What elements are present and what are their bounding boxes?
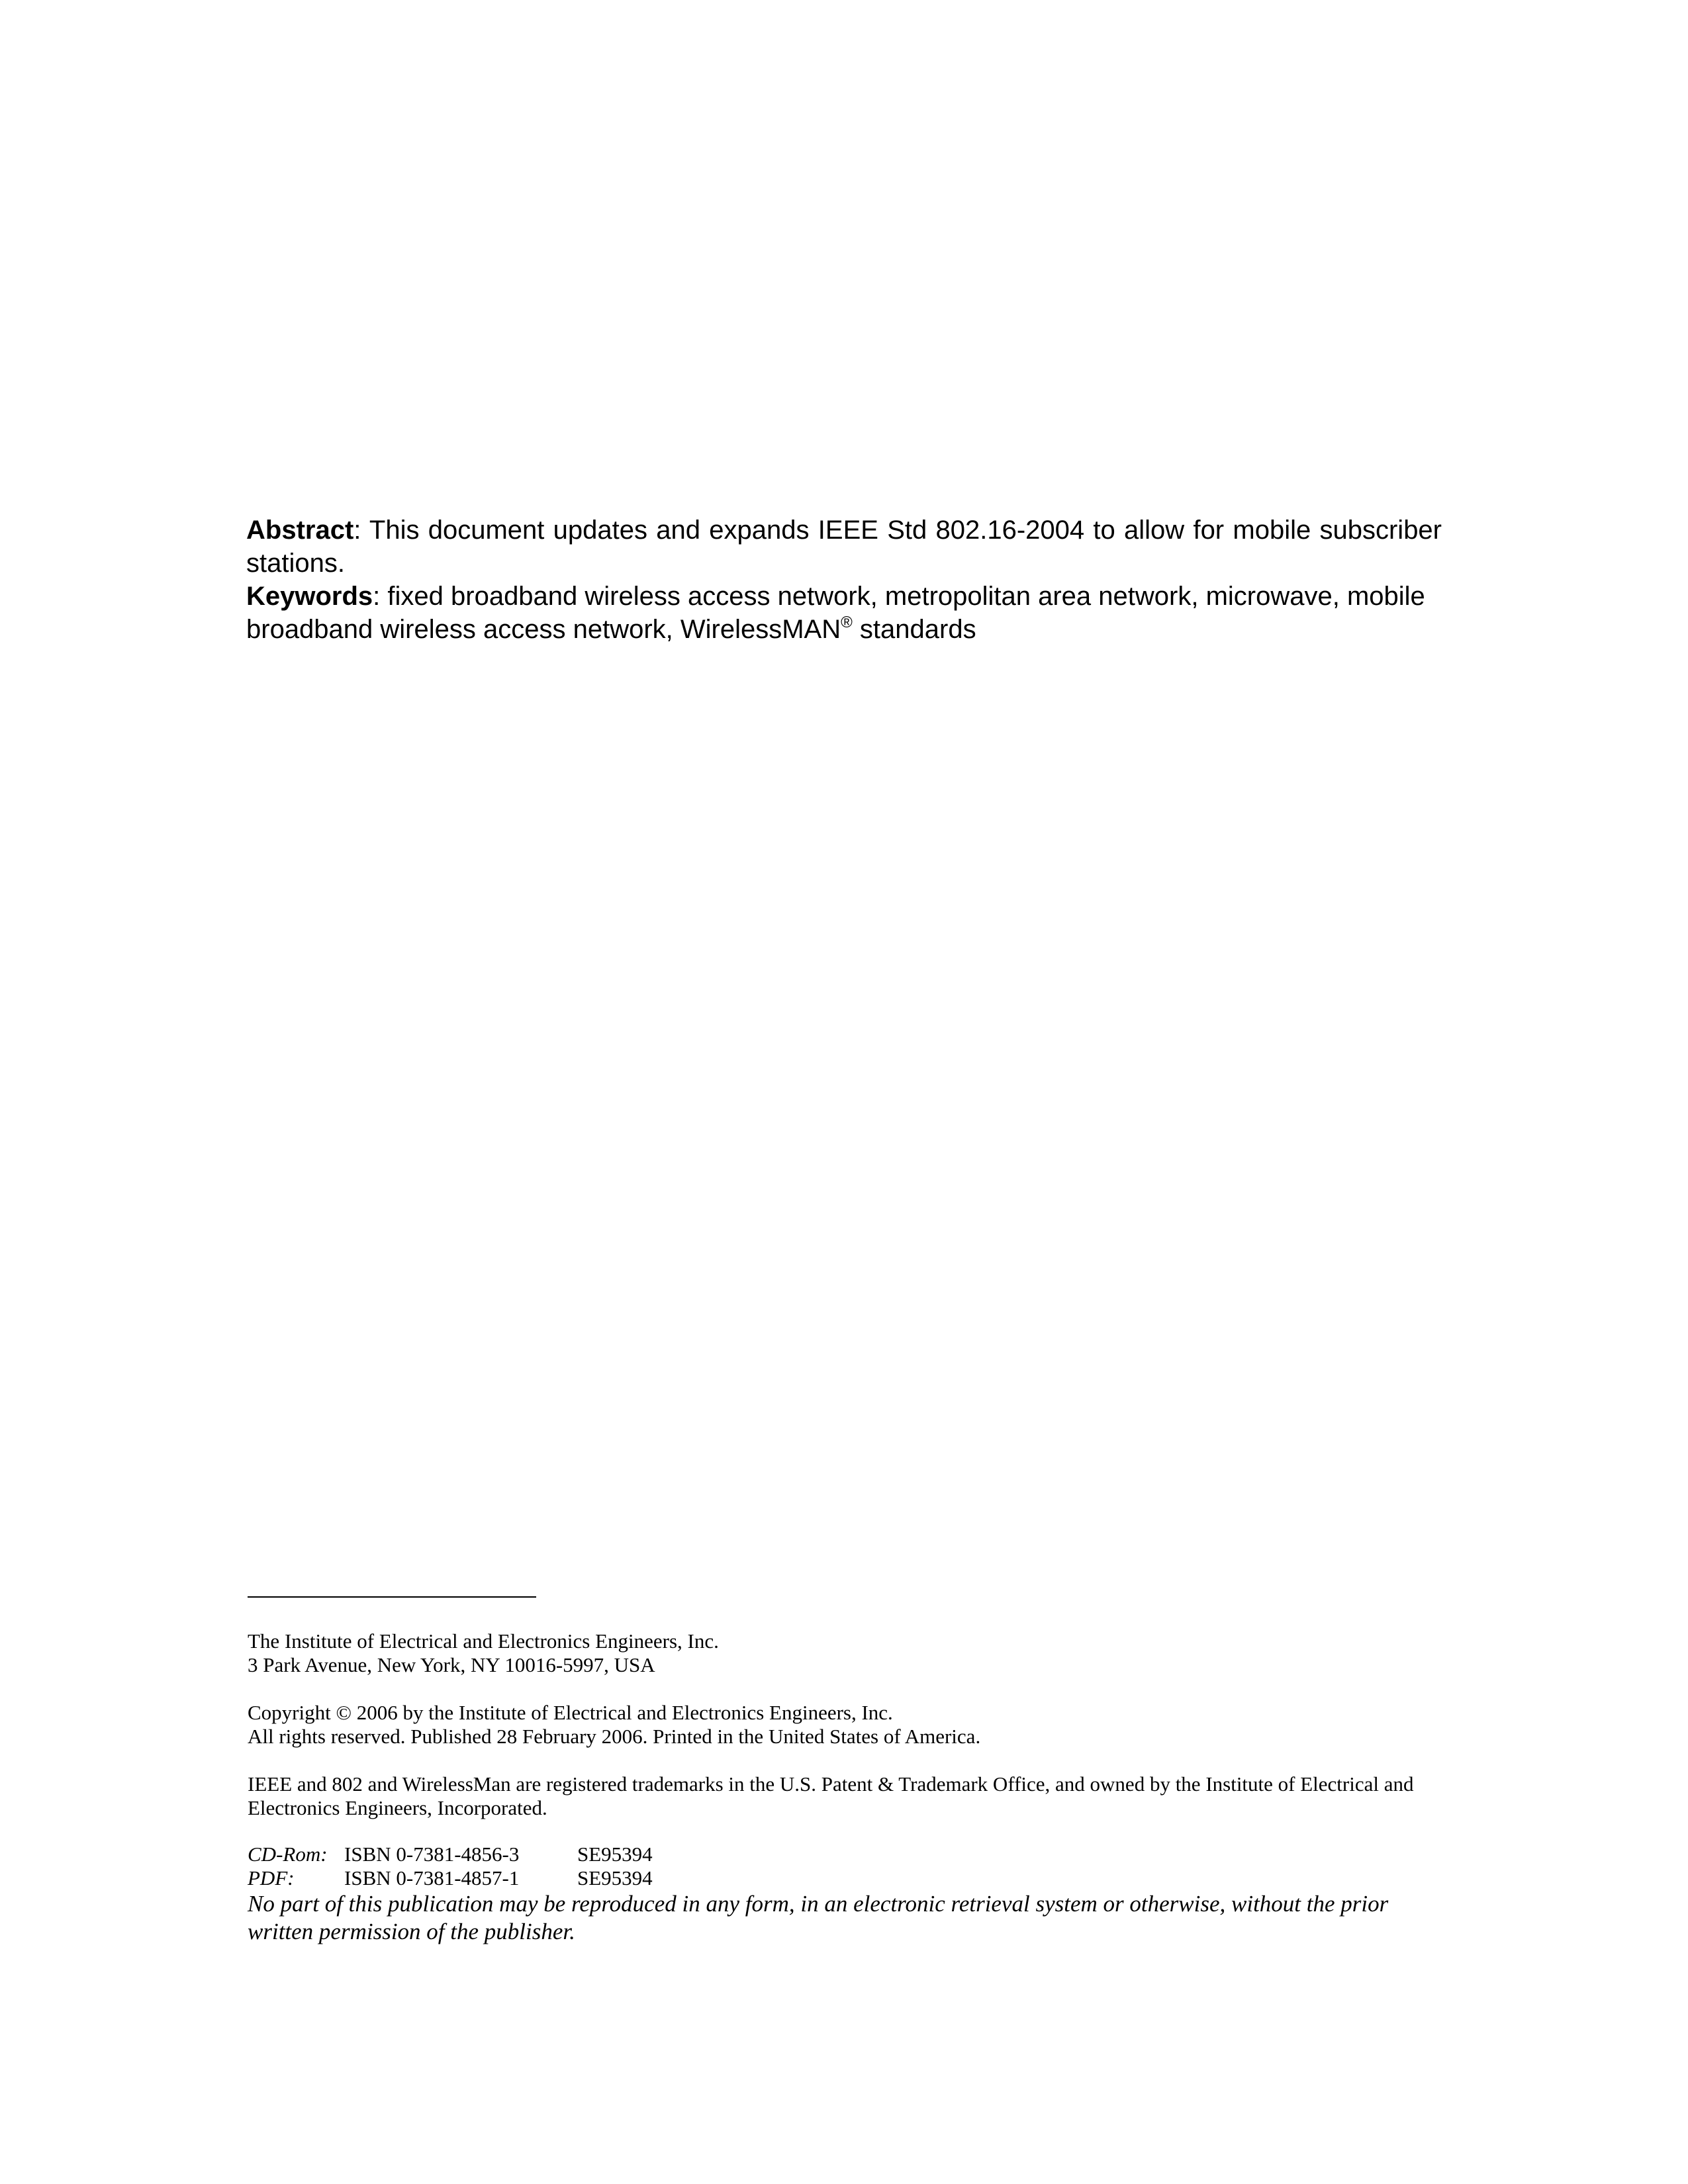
keywords-label: Keywords xyxy=(246,582,373,611)
registered-mark: ® xyxy=(841,614,853,631)
keywords-text-end: standards xyxy=(852,615,976,644)
rights-line: All rights reserved. Published 28 February 2006. Printed in the United States of America. xyxy=(248,1725,981,1748)
imprint-block xyxy=(248,1629,1443,1946)
isbn-list xyxy=(248,1843,1443,1890)
isbn-number: ISBN 0-7381-4857-1 xyxy=(344,1866,520,1889)
keywords-paragraph xyxy=(246,580,1442,646)
keywords-text: : fixed broadband wireless access network, metropolitan area network, microwave, mobile broadband wireless access network, WirelessMAN xyxy=(246,582,1425,644)
abstract-paragraph xyxy=(246,514,1442,580)
isbn-row-cdrom xyxy=(248,1843,1443,1866)
footnote-rule xyxy=(248,1596,536,1598)
abstract-text: : This document updates and expands IEEE Std 802.16-2004 to allow for mobile subscriber stations. xyxy=(246,516,1442,578)
isbn-stock-code: SE95394 xyxy=(577,1866,653,1889)
publisher-name: The Institute of Electrical and Electronics Engineers, Inc. xyxy=(248,1629,719,1653)
publisher-address: 3 Park Avenue, New York, NY 10016-5997, USA xyxy=(248,1653,655,1676)
abstract-label: Abstract xyxy=(246,516,354,545)
copyright-line: Copyright © 2006 by the Institute of Electrical and Electronics Engineers, Inc. xyxy=(248,1701,893,1724)
isbn-row-pdf xyxy=(248,1866,1443,1890)
abstract-block xyxy=(246,514,1442,646)
isbn-number: ISBN 0-7381-4856-3 xyxy=(344,1843,520,1866)
isbn-format: PDF: xyxy=(248,1866,295,1889)
reproduction-notice: No part of this publication may be reproduced in any form, in an electronic retrieval system or otherwise, without the prior written permission of the publisher. xyxy=(248,1891,1389,1944)
isbn-stock-code: SE95394 xyxy=(577,1843,653,1866)
trademark-notice: IEEE and 802 and WirelessMan are registered trademarks in the U.S. Patent & Trademark Office, and owned by the Institute of Electrical and Electronics Engineers, Incorporated. xyxy=(248,1772,1414,1819)
isbn-format: CD-Rom: xyxy=(248,1843,328,1866)
